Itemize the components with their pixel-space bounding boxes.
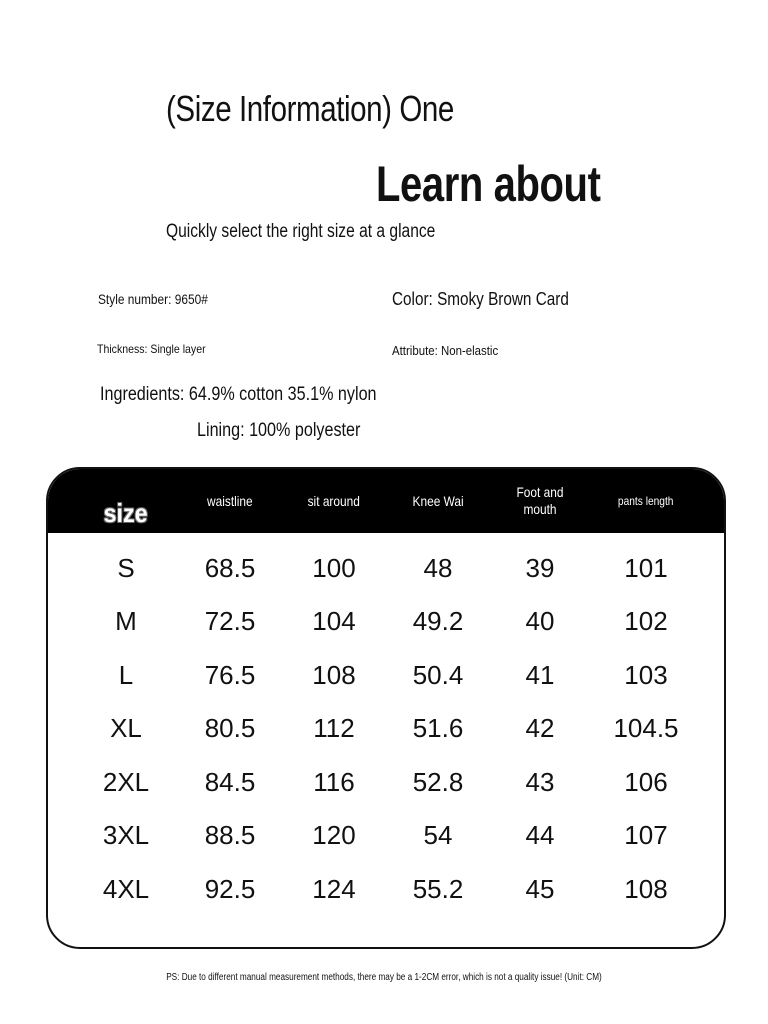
table-cell: 72.5 xyxy=(204,606,256,636)
table-cell: 120 xyxy=(312,820,356,850)
table-cell: 101 xyxy=(624,552,668,583)
lining-text: Lining: 100% polyester xyxy=(197,420,361,441)
table-cell: 50.4 xyxy=(412,659,464,690)
style-number-text: Style number: 9650# xyxy=(98,291,208,307)
table-cell: XL xyxy=(110,713,142,743)
size-table xyxy=(46,467,726,949)
table-cell: 76.5 xyxy=(204,659,256,690)
color-text: Color: Smoky Brown Card xyxy=(392,289,569,309)
table-cell: 55.2 xyxy=(412,873,464,904)
table-cell: 4XL xyxy=(102,873,150,904)
table-cell: 104.5 xyxy=(613,713,679,743)
page-title-line-1: (Size Information) One xyxy=(166,88,454,129)
table-cell: 108 xyxy=(312,659,356,690)
table-cell: 49.2 xyxy=(412,606,464,636)
page-title-line-2: Learn about xyxy=(376,156,601,212)
table-cell: 106 xyxy=(624,766,668,797)
thickness-text: Thickness: Single layer xyxy=(97,342,206,356)
table-row xyxy=(48,809,724,863)
table-cell: 39 xyxy=(525,552,555,583)
table-cell: 68.5 xyxy=(204,552,256,583)
table-cell: M xyxy=(115,606,137,636)
table-cell: 40 xyxy=(525,606,555,636)
table-cell: 51.6 xyxy=(412,713,464,743)
table-cell: 104 xyxy=(312,606,356,636)
table-header xyxy=(48,469,724,533)
footnote: PS: Due to different manual measurement methods, there may be a 1-2CM error, which is not a quality issue! (Unit: CM) xyxy=(166,972,602,983)
table-cell: 92.5 xyxy=(204,873,256,904)
table-cell: 112 xyxy=(313,713,355,743)
table-cell: 80.5 xyxy=(204,713,256,743)
table-cell: 102 xyxy=(624,606,668,636)
table-cell: 2XL xyxy=(102,766,150,797)
table-cell: 52.8 xyxy=(412,766,464,797)
column-header-foot-mouth: Foot and mouth xyxy=(516,484,564,517)
table-cell: 116 xyxy=(313,766,355,797)
column-header-pants-length: pants length xyxy=(618,493,674,508)
table-cell: 124 xyxy=(312,873,356,904)
table-row xyxy=(48,648,724,702)
table-row xyxy=(48,755,724,809)
column-header-knee: Knee Wai xyxy=(412,492,464,509)
table-cell: 41 xyxy=(525,659,555,690)
column-header-sit-around: sit around xyxy=(307,492,361,509)
table-cell: 42 xyxy=(525,713,555,743)
table-cell: 43 xyxy=(525,766,555,797)
column-header-size: size xyxy=(103,497,149,528)
column-header-waistline: waistline xyxy=(207,492,253,509)
table-cell: 100 xyxy=(312,552,356,583)
table-cell: 84.5 xyxy=(204,766,256,797)
ingredients-text: Ingredients: 64.9% cotton 35.1% nylon xyxy=(100,384,377,405)
table-cell: 107 xyxy=(624,820,668,850)
table-cell: 103 xyxy=(624,659,668,690)
page-subtitle: Quickly select the right size at a glance xyxy=(166,221,436,242)
table-row xyxy=(48,862,724,916)
table-cell: 108 xyxy=(624,873,668,904)
table-cell: 3XL xyxy=(102,820,150,850)
table-cell: L xyxy=(118,659,134,690)
table-cell: 54 xyxy=(423,820,453,850)
table-row xyxy=(48,595,724,649)
table-cell: 44 xyxy=(525,820,555,850)
table-row xyxy=(48,702,724,756)
table-cell: 48 xyxy=(423,552,453,583)
table-cell: S xyxy=(117,552,135,583)
table-cell: 88.5 xyxy=(204,820,256,850)
table-cell: 45 xyxy=(525,873,555,904)
attribute-text: Attribute: Non-elastic xyxy=(392,343,499,358)
table-row xyxy=(48,541,724,595)
